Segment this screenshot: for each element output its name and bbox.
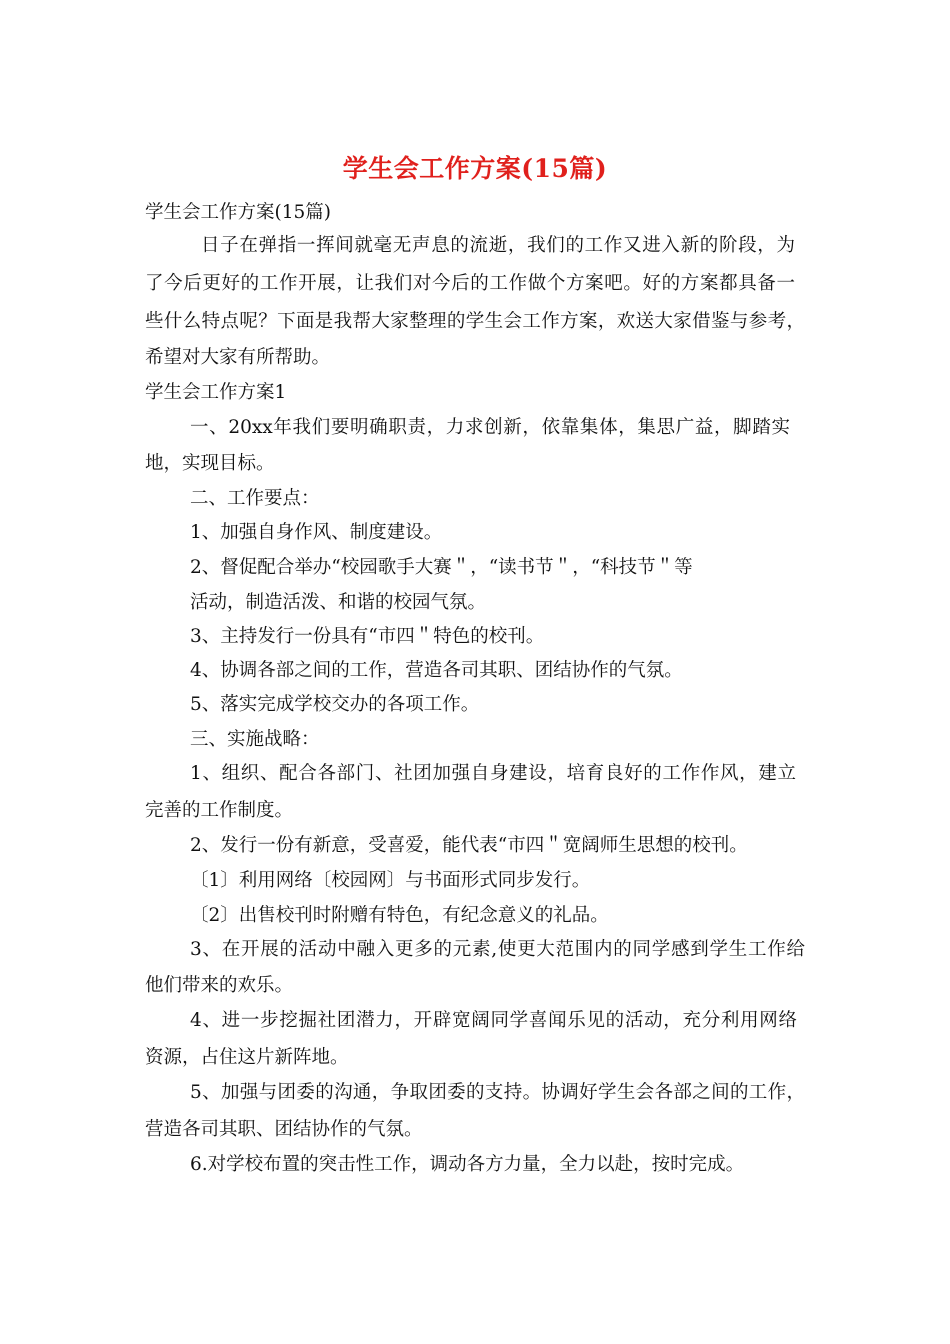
- document-subtitle: 学生会工作方案(15篇): [145, 202, 331, 223]
- intro-line: 了今后更好的工作开展，让我们对今后的工作做个方案吧。好的方案都具备一: [145, 273, 795, 294]
- body-line: 完善的工作制度。: [145, 800, 294, 821]
- body-line: 6.对学校布置的突击性工作，调动各方力量，全力以赴，按时完成。: [190, 1154, 745, 1175]
- body-line: 活动，制造活泼、和谐的校园气氛。: [190, 592, 487, 613]
- body-line: 营造各司其职、团结协作的气氛。: [145, 1119, 423, 1140]
- body-line: 资源，占住这片新阵地。: [145, 1047, 349, 1068]
- body-line: 3、在开展的活动中融入更多的元素,使更大范围内的同学感到学生工作给: [190, 939, 805, 960]
- body-line: 5、落实完成学校交办的各项工作。: [190, 694, 480, 715]
- body-line: 4、协调各部之间的工作，营造各司其职、团结协作的气氛。: [190, 660, 683, 681]
- body-line: 一、20xx年我们要明确职责，力求创新，依靠集体，集思广益，脚踏实: [190, 417, 790, 438]
- body-line: 他们带来的欢乐。: [145, 975, 294, 996]
- intro-line: 希望对大家有所帮助。: [145, 347, 331, 368]
- body-line: 1、组织、配合各部门、社团加强自身建设，培育良好的工作作风，建立: [190, 763, 796, 784]
- body-line: 2、督促配合举办“校园歌手大赛＂，“读书节＂，“科技节＂等: [190, 557, 693, 578]
- body-line: 二、工作要点：: [190, 488, 320, 509]
- document-title: 学生会工作方案(15篇): [342, 154, 608, 183]
- body-line: 4、进一步挖掘社团潜力，开辟宽阔同学喜闻乐见的活动，充分利用网络: [190, 1010, 797, 1031]
- body-line: 5、加强与团委的沟通，争取团委的支持。协调好学生会各部之间的工作，: [190, 1082, 805, 1103]
- body-line: 〔2〕出售校刊时附赠有特色，有纪念意义的礼品。: [190, 905, 609, 926]
- body-line: 三、实施战略：: [190, 729, 320, 750]
- body-line: 3、主持发行一份具有“市四＂特色的校刊。: [190, 626, 545, 647]
- body-line: 1、加强自身作风、制度建设。: [190, 522, 443, 543]
- section-heading: 学生会工作方案1: [145, 382, 287, 403]
- body-line: 地，实现目标。: [145, 453, 275, 474]
- body-line: 2、发行一份有新意，受喜爱，能代表“市四＂宽阔师生思想的校刊。: [190, 835, 748, 856]
- intro-line: 日子在弹指一挥间就毫无声息的流逝，我们的工作又进入新的阶段，为: [201, 235, 795, 256]
- body-line: 〔1〕利用网络〔校园网〕与书面形式同步发行。: [190, 870, 591, 891]
- intro-line: 些什么特点呢？下面是我帮大家整理的学生会工作方案，欢送大家借鉴与参考，: [145, 311, 805, 332]
